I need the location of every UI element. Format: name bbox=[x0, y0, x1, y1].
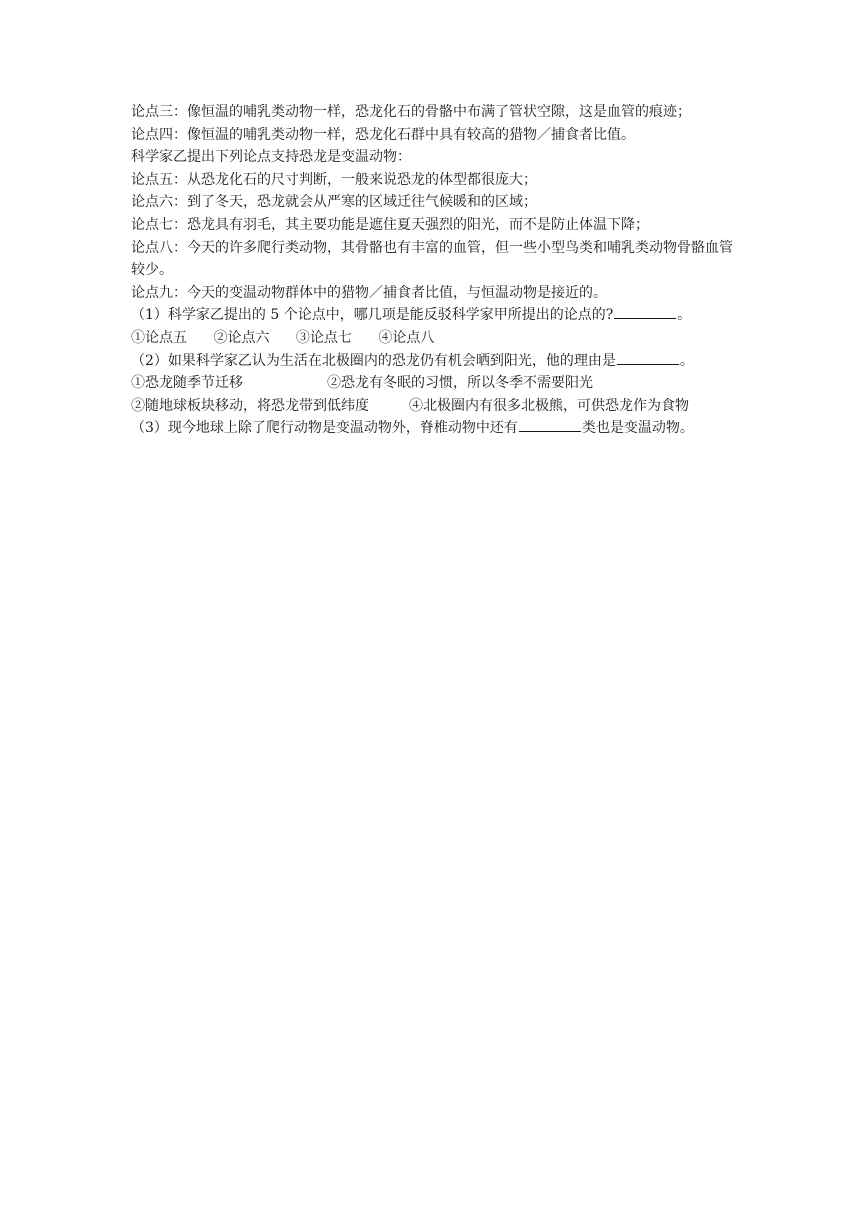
argument-6: 论点六：到了冬天，恐龙就会从严寒的区域迁往气候暖和的区域； bbox=[131, 194, 537, 211]
question-1 bbox=[131, 304, 741, 327]
option-3: ③论点七 bbox=[295, 329, 352, 346]
argument-3: 论点三：像恒温的哺乳类动物一样，恐龙化石的骨骼中布满了管状空隙，这是血管的痕迹； bbox=[131, 104, 691, 120]
argument-4: 论点四：像恒温的哺乳类动物一样，恐龙化石群中具有较高的猎物／捕食者比值。 bbox=[131, 126, 635, 143]
argument-9: 论点九：今天的变温动物群体中的猎物／捕食者比值，与恒温动物是接近的。 bbox=[131, 284, 607, 301]
option-1: ①论点五 bbox=[131, 329, 187, 346]
question-2 bbox=[131, 350, 741, 373]
question-3-stem: （3）现今地球上除了爬行动物是变温动物外，脊椎动物中还有 bbox=[131, 420, 518, 437]
option-4: ④论点八 bbox=[378, 329, 435, 346]
argument-5: 论点五：从恐龙化石的尺寸判断，一般来说恐龙的体型都很庞大； bbox=[131, 171, 537, 188]
option-2: ②论点六 bbox=[213, 329, 270, 346]
argument-7: 论点七：恐龙具有羽毛，其主要功能是遮住夏天强烈的阳光，而不是防止体温下降； bbox=[131, 216, 649, 233]
question-2-stem: （2）如果科学家乙认为生活在北极圈内的恐龙仍有机会晒到阳光，他的理由是 bbox=[131, 352, 616, 369]
question-1-options bbox=[131, 327, 741, 350]
option-1: ①恐龙随季节迁移 bbox=[131, 375, 243, 392]
question-1-stem: （1）科学家乙提出的 5 个论点中，哪几项是能反驳科学家甲所提出的论点的? bbox=[131, 307, 614, 324]
question-2-end: 。 bbox=[679, 352, 694, 369]
scientist-b-intro: 科学家乙提出下列论点支持恐龙是变温动物： bbox=[131, 149, 411, 166]
argument-8: 论点八：今天的许多爬行类动物，其骨骼也有丰富的血管，但一些小型鸟类和哺乳类动物骨骼血管较少。 bbox=[131, 239, 733, 279]
question-2-options-row-2 bbox=[131, 395, 741, 418]
option-3: ②随地球板块移动，将恐龙带到低纬度 bbox=[131, 397, 369, 414]
question-3 bbox=[131, 417, 741, 440]
answer-blank-2[interactable] bbox=[617, 350, 679, 365]
question-2-options-row-1 bbox=[131, 372, 741, 395]
option-2: ②恐龙有冬眠的习惯，所以冬季不需要阳光 bbox=[327, 375, 593, 392]
document-page bbox=[131, 101, 741, 440]
option-4: ④北极圈内有很多北极熊，可供恐龙作为食物 bbox=[409, 397, 689, 414]
question-3-end: 类也是变温动物。 bbox=[581, 420, 694, 437]
question-1-end: 。 bbox=[677, 307, 692, 324]
answer-blank-3[interactable] bbox=[519, 417, 581, 432]
answer-blank-1[interactable] bbox=[614, 304, 676, 319]
